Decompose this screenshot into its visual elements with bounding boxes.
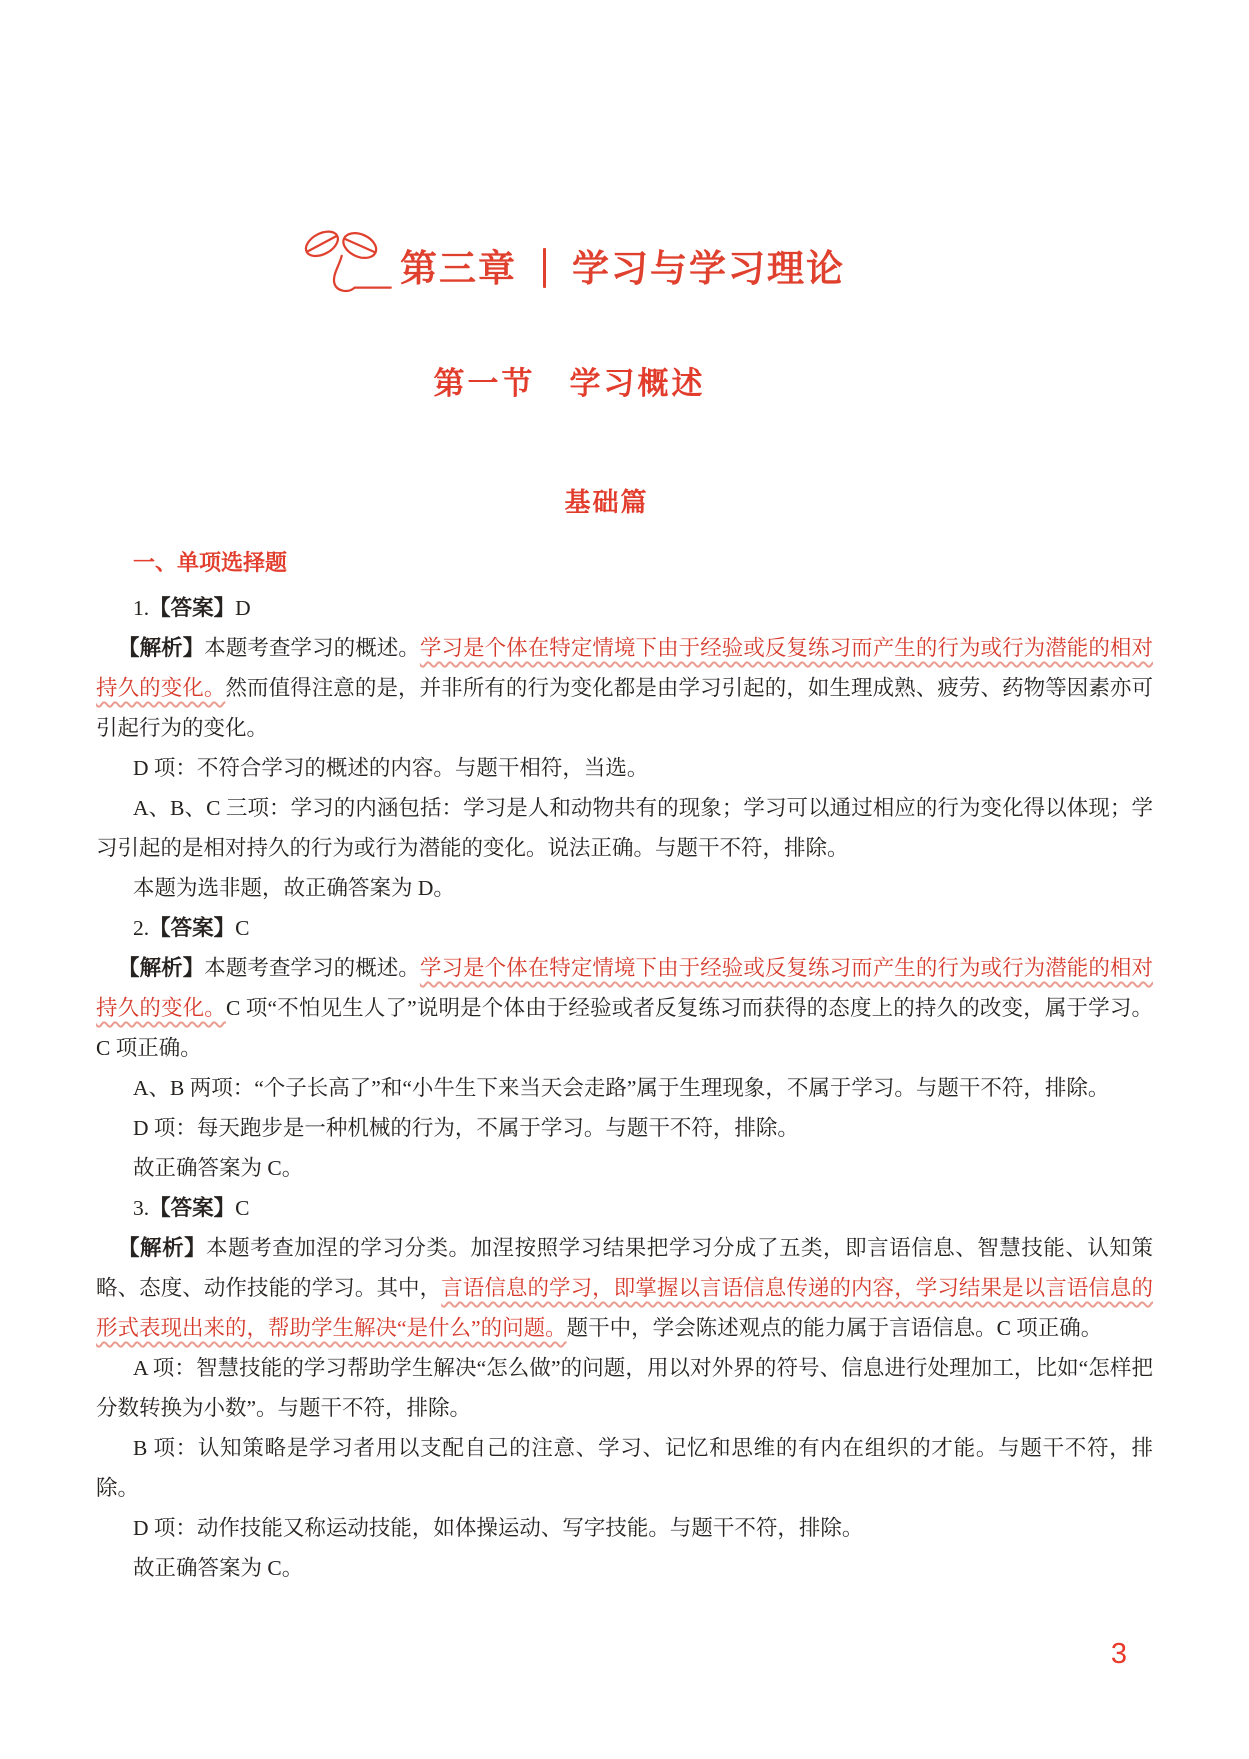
text-run-normal: 本题考查加涅的学习分类。加涅按照学习结果把学习分成了五类，即言语信息、智慧技能、认知策略、态度、动作技能的学习。其中， bbox=[96, 1236, 1153, 1300]
explanation-paragraph bbox=[96, 1428, 1153, 1508]
explanation-paragraph bbox=[96, 1348, 1153, 1428]
sprout-icon bbox=[294, 218, 398, 304]
explanation-paragraph bbox=[96, 1068, 1153, 1108]
text-run-red: 学习是个体在特定情境下由于经验或反复练习而产生的行为或行为潜能的相对持久的变化。 bbox=[96, 956, 1153, 1020]
answer-line bbox=[96, 1188, 1153, 1228]
answer-prefix: 3. bbox=[133, 1196, 150, 1220]
text-run-label: 【解析】 bbox=[118, 956, 205, 980]
explanation-paragraph bbox=[96, 1108, 1153, 1148]
text-run-normal: 故正确答案为 C。 bbox=[133, 1556, 304, 1580]
question-block bbox=[96, 1188, 1153, 1588]
answer-label: 【答案】 bbox=[149, 916, 236, 940]
explanation-paragraph bbox=[96, 1508, 1153, 1548]
explanation-paragraph bbox=[96, 1548, 1153, 1588]
explanation-paragraph bbox=[96, 868, 1153, 908]
chapter-header bbox=[0, 218, 1194, 294]
text-run-normal: 然而值得注意的是，并非所有的行为变化都是由学习引起的，如生理成熟、疲劳、药物等因素亦可引起行为的变化。 bbox=[96, 676, 1153, 740]
answer-value: C bbox=[235, 916, 250, 940]
text-run-normal: 故正确答案为 C。 bbox=[133, 1156, 304, 1180]
text-run-normal: D 项：动作技能又称运动技能，如体操运动、写字技能。与题干不符，排除。 bbox=[133, 1516, 864, 1540]
chapter-divider-bar bbox=[543, 248, 546, 288]
answer-value: D bbox=[235, 596, 251, 620]
text-run-normal: 本题考查学习的概述。 bbox=[204, 956, 420, 980]
text-run-red: 学习是个体在特定情境下由于经验或反复练习而产生的行为或行为潜能的相对持久的变化。 bbox=[96, 636, 1153, 700]
chapter-number: 第三章 bbox=[400, 247, 517, 289]
text-run-normal: D 项：每天跑步是一种机械的行为，不属于学习。与题干不符，排除。 bbox=[133, 1116, 799, 1140]
text-run-normal: C 项“不怕见生人了”说明是个体由于经验或者反复练习而获得的态度上的持久的改变，属于学习。C 项正确。 bbox=[96, 996, 1153, 1060]
text-run-label: 【解析】 bbox=[118, 636, 205, 660]
text-run-normal: B 项：认知策略是学习者用以支配自己的注意、学习、记忆和思维的有内在组织的才能。与题干不符，排除。 bbox=[96, 1436, 1153, 1500]
explanation-paragraph bbox=[96, 628, 1153, 748]
text-run-label: 【解析】 bbox=[118, 1236, 207, 1260]
question-block bbox=[96, 588, 1153, 908]
answer-label: 【答案】 bbox=[149, 596, 236, 620]
answer-line bbox=[96, 588, 1153, 628]
answer-value: C bbox=[235, 1196, 250, 1220]
explanation-paragraph bbox=[96, 748, 1153, 788]
text-run-normal: A、B、C 三项：学习的内涵包括：学习是人和动物共有的现象；学习可以通过相应的行为变化得以体现；学习引起的是相对持久的行为或行为潜能的变化。说法正确。与题干不符，排除。 bbox=[96, 796, 1153, 860]
text-run-normal: A 项：智慧技能的学习帮助学生解决“怎么做”的问题，用以对外界的符号、信息进行处理加工，比如“怎样把分数转换为小数”。与题干不符，排除。 bbox=[96, 1356, 1153, 1420]
answer-prefix: 1. bbox=[133, 596, 150, 620]
explanation-paragraph bbox=[96, 788, 1153, 868]
answer-label: 【答案】 bbox=[149, 1196, 236, 1220]
explanation-paragraph bbox=[96, 1228, 1153, 1348]
question-group-heading: 一、单项选择题 bbox=[133, 550, 288, 575]
text-run-normal: 本题考查学习的概述。 bbox=[204, 636, 420, 660]
chapter-title-row bbox=[400, 248, 845, 294]
page-content bbox=[96, 548, 1153, 1588]
text-run-normal: D 项：不符合学习的概述的内容。与题干相符，当选。 bbox=[133, 756, 649, 780]
question-block bbox=[96, 908, 1153, 1188]
chapter-title: 学习与学习理论 bbox=[572, 247, 845, 289]
text-run-red: 言语信息的学习，即掌握以言语信息传递的内容，学习结果是以言语信息的形式表现出来的，帮助学生解决“是什么”的问题。 bbox=[96, 1276, 1153, 1340]
page-number: 3 bbox=[1110, 1638, 1127, 1670]
answer-prefix: 2. bbox=[133, 916, 150, 940]
section-title: 第一节 学习概述 bbox=[433, 366, 706, 401]
answer-line bbox=[96, 908, 1153, 948]
band-title: 基础篇 bbox=[564, 487, 649, 517]
text-run-normal: A、B 两项：“个子长高了”和“小牛生下来当天会走路”属于生理现象，不属于学习。与题干不符，排除。 bbox=[133, 1076, 1110, 1100]
text-run-normal: 本题为选非题，故正确答案为 D。 bbox=[133, 876, 455, 900]
text-run-normal: 题干中，学会陈述观点的能力属于言语信息。C 项正确。 bbox=[566, 1316, 1103, 1340]
questions-container bbox=[96, 588, 1153, 1588]
explanation-paragraph bbox=[96, 948, 1153, 1068]
explanation-paragraph bbox=[96, 1148, 1153, 1188]
